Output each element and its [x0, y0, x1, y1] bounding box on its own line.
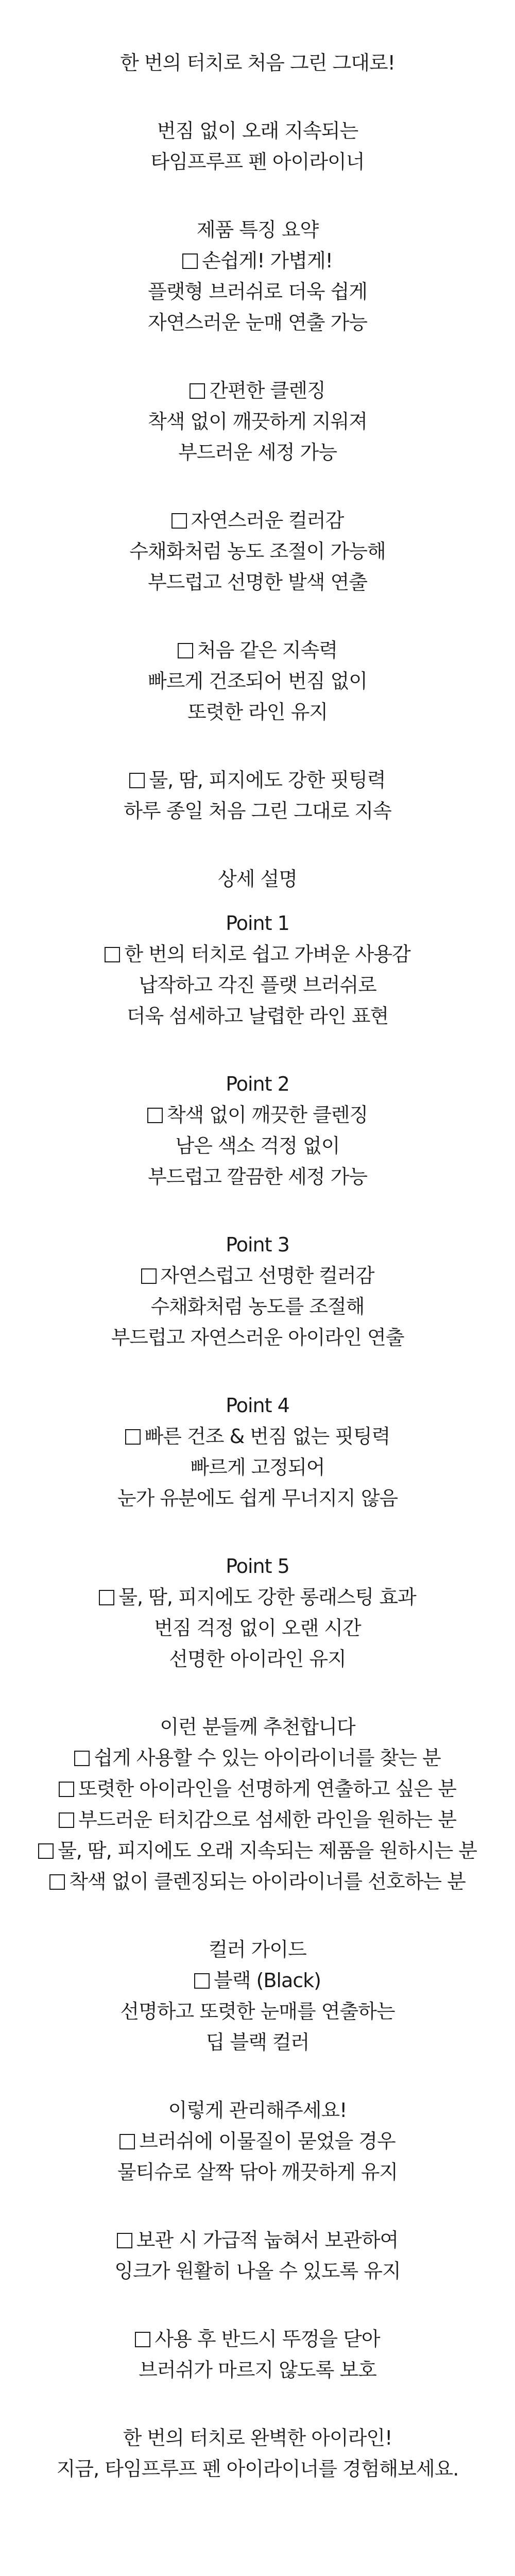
text-block: [148, 375, 367, 468]
text-line: 브러쉬에 이물질이 묻었을 경우: [117, 2126, 398, 2157]
text-line: 부드럽고 깔끔한 세정 가능: [147, 1165, 367, 1188]
text-block: [99, 1551, 416, 1674]
text-line: 한 번의 터치로 완벽한 아이라인!: [123, 2427, 392, 2449]
checkbox-square-icon: [190, 383, 205, 399]
checkbox-square-icon: [194, 1973, 210, 1989]
text-line: 또렷한 라인 유지: [187, 701, 328, 723]
text-line: 하루 종일 처음 그린 그대로 지속: [124, 800, 391, 822]
checkbox-square-icon: [38, 1843, 54, 1859]
text-line: Point 4: [226, 1394, 289, 1417]
text-block: [111, 1229, 404, 1353]
text-line: 상세 설명: [218, 868, 297, 890]
text-block: [117, 2095, 398, 2188]
text-block: [135, 2324, 380, 2385]
text-line: 수채화처럼 농도를 조절해: [150, 1295, 365, 1318]
text-line: 부드러운 세정 가능: [178, 441, 337, 464]
text-line: 물, 땀, 피지에도 오래 지속되는 제품을 원하시는 분: [38, 1835, 477, 1866]
text-line: 이렇게 관리해주세요!: [168, 2099, 347, 2122]
checkbox-square-icon: [119, 2134, 135, 2149]
text-line: 블랙 (Black): [120, 1965, 394, 1996]
checkbox-square-icon: [178, 643, 193, 658]
text-line: 지금, 타임프루프 펜 아이라이너를 경험해보세요.: [56, 2458, 459, 2480]
text-block: [114, 2225, 400, 2286]
checkbox-square-icon: [135, 2332, 150, 2347]
text-line: 부드러운 터치감으로 섬세한 라인을 원하는 분: [38, 1804, 477, 1835]
text-line: 잉크가 원활히 나올 수 있도록 유지: [114, 2260, 401, 2282]
checkbox-square-icon: [129, 773, 145, 788]
text-line: 처음 같은 지속력: [148, 635, 367, 666]
text-line: 쉽게 사용할 수 있는 아이라이너를 찾는 분: [38, 1742, 477, 1773]
text-line: 물, 땀, 피지에도 강한 핏팅력: [124, 765, 391, 795]
text-line: 빠른 건조 & 번짐 없는 핏팅력: [117, 1421, 398, 1452]
text-block: [124, 765, 391, 826]
text-line: 플랫형 브러쉬로 더욱 쉽게: [147, 280, 368, 303]
text-line: Point 3: [226, 1233, 289, 1256]
checkbox-square-icon: [74, 1751, 90, 1766]
text-line: 착색 없이 깨끗한 클렌징: [147, 1099, 368, 1130]
checkbox-square-icon: [147, 1108, 163, 1123]
checkbox-square-icon: [105, 947, 120, 962]
text-line: 보관 시 가급적 눕혀서 보관하여: [114, 2225, 400, 2256]
checkbox-square-icon: [59, 1812, 74, 1828]
text-block: [151, 115, 365, 177]
text-line: 남은 색소 걱정 없이: [175, 1134, 340, 1157]
text-line: Point 5: [226, 1555, 289, 1578]
text-line: 번짐 없이 오래 지속되는: [157, 120, 358, 142]
text-line: 선명한 아이라인 유지: [169, 1648, 346, 1670]
text-line: 자연스럽고 선명한 컬러감: [111, 1260, 404, 1291]
text-line: 이런 분들께 추천합니다: [160, 1716, 355, 1738]
text-line: 제품 특징 요약: [196, 218, 319, 241]
text-line: 번짐 걱정 없이 오랜 시간: [154, 1617, 361, 1639]
checkbox-square-icon: [125, 1429, 141, 1445]
text-line: 납작하고 각진 플랫 브러쉬로: [139, 974, 376, 996]
text-block: [117, 1390, 398, 1514]
text-block: [105, 908, 410, 1031]
text-block: [129, 505, 385, 598]
text-line: 선명하고 또렷한 눈매를 연출하는: [120, 2000, 395, 2023]
text-block: [120, 47, 395, 78]
checkbox-square-icon: [99, 1590, 114, 1605]
text-line: 자연스러운 컬러감: [129, 505, 385, 536]
text-block: [148, 635, 367, 727]
checkbox-square-icon: [117, 2233, 132, 2248]
checkbox-square-icon: [182, 253, 198, 269]
text-line: 타임프루프 펜 아이라이너: [150, 150, 365, 173]
text-block: [148, 214, 367, 338]
text-line: 빠르게 고정되어: [190, 1456, 325, 1479]
text-line: 부드럽고 선명한 발색 연출: [147, 571, 367, 594]
checkbox-square-icon: [59, 1782, 74, 1797]
checkbox-square-icon: [171, 513, 187, 529]
checkbox-square-icon: [141, 1268, 157, 1284]
text-line: 컬러 가이드: [209, 1938, 306, 1961]
text-line: 물티슈로 살짝 닦아 깨끗하게 유지: [117, 2161, 398, 2183]
text-line: Point 1: [226, 912, 289, 935]
text-line: Point 2: [226, 1073, 289, 1095]
text-line: 한 번의 터치로 쉽고 가벼운 사용감: [105, 939, 410, 970]
text-line: 수채화처럼 농도 조절이 가능해: [129, 540, 386, 563]
text-line: 더욱 섬세하고 날렵한 라인 표현: [126, 1005, 389, 1027]
text-line: 손쉽게! 가볍게!: [148, 245, 367, 276]
text-block: [120, 1934, 394, 2058]
text-block: [38, 1711, 477, 1897]
text-line: 착색 없이 깨끗하게 지워져: [147, 410, 368, 433]
section-heading: [218, 863, 297, 894]
text-line: 한 번의 터치로 처음 그린 그대로!: [120, 52, 395, 74]
text-line: 물, 땀, 피지에도 강한 롱래스팅 효과: [99, 1582, 416, 1613]
text-line: 또렷한 아이라인을 선명하게 연출하고 싶은 분: [38, 1773, 477, 1804]
text-line: 사용 후 반드시 뚜껑을 닫아: [135, 2324, 380, 2354]
text-line: 딥 블랙 컬러: [205, 2031, 310, 2054]
text-line: 눈가 유분에도 쉽게 무너지지 않음: [117, 1487, 398, 1510]
text-line: 자연스러운 눈매 연출 가능: [147, 311, 368, 334]
text-line: 부드럽고 자연스러운 아이라인 연출: [111, 1326, 404, 1349]
text-block: [147, 1069, 368, 1192]
text-line: 브러쉬가 마르지 않도록 보호: [139, 2359, 376, 2381]
text-line: 간편한 클렌징: [148, 375, 367, 406]
checkbox-square-icon: [49, 1874, 65, 1890]
text-line: 착색 없이 클렌징되는 아이라이너를 선호하는 분: [38, 1866, 477, 1897]
text-line: 빠르게 건조되어 번짐 없이: [147, 670, 368, 692]
text-block: [57, 2422, 459, 2484]
